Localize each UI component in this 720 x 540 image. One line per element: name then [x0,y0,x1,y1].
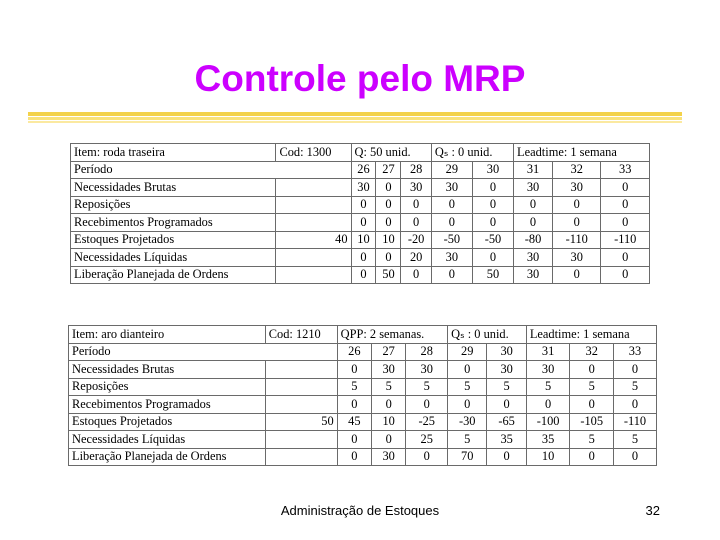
table-row [69,413,657,431]
table-row [69,361,657,379]
period-cell: 32 [570,343,614,361]
table-row [71,231,650,249]
table-row [71,266,650,284]
period-cell: 30 [472,161,513,179]
value-cell: 0 [570,448,614,466]
leadtime-cell: Leadtime: 1 semana [514,144,650,162]
value-cell: 0 [337,396,371,414]
value-cell: 5 [406,378,448,396]
value-cell: 0 [351,214,376,232]
value-cell: 5 [613,378,656,396]
value-cell: 0 [448,361,487,379]
value-cell: 30 [431,249,472,267]
value-cell: 0 [601,214,650,232]
row-label: Estoques Projetados [69,413,266,431]
page-number: 32 [645,503,660,518]
value-cell: 0 [372,396,406,414]
value-cell: 0 [601,249,650,267]
value-cell: 0 [337,431,371,449]
value-cell: 0 [514,214,553,232]
row-label: Necessidades Líquidas [71,249,276,267]
value-cell: 0 [570,396,614,414]
period-cell: 29 [431,161,472,179]
value-cell: 5 [448,378,487,396]
item-cell: Item: aro dianteiro [69,326,266,344]
row-label: Necessidades Brutas [71,179,276,197]
period-cell: 28 [401,161,431,179]
initial-value-cell [265,448,337,466]
initial-value-cell [276,196,351,214]
initial-value-cell [276,214,351,232]
initial-value-cell: 50 [265,413,337,431]
value-cell: 30 [431,179,472,197]
table-row [71,249,650,267]
value-cell: 0 [487,448,526,466]
value-cell: 0 [337,361,371,379]
value-cell: -100 [526,413,570,431]
value-cell: 10 [351,231,376,249]
value-cell: -65 [487,413,526,431]
table-row [69,431,657,449]
q-cell: Q: 50 unid. [351,144,431,162]
leadtime-cell: Leadtime: 1 semana [526,326,656,344]
value-cell: 0 [401,266,431,284]
value-cell: -110 [552,231,600,249]
value-cell: 30 [552,249,600,267]
value-cell: 0 [552,196,600,214]
value-cell: 0 [472,179,513,197]
value-cell: -30 [448,413,487,431]
value-cell: 0 [351,266,376,284]
table-header-row [71,144,650,162]
value-cell: 5 [372,378,406,396]
value-cell: 0 [406,396,448,414]
value-cell: 30 [514,179,553,197]
footer-text: Administração de Estoques [280,503,440,518]
period-cell: 27 [376,161,401,179]
period-cell: 30 [487,343,526,361]
row-label: Recebimentos Programados [71,214,276,232]
value-cell: 0 [613,361,656,379]
value-cell: 0 [613,448,656,466]
mrp-table-aro-dianteiro [68,325,657,466]
page-title: Controle pelo MRP [194,58,526,99]
value-cell: 35 [526,431,570,449]
value-cell: 30 [372,448,406,466]
value-cell: -105 [570,413,614,431]
value-cell: 50 [376,266,401,284]
initial-value-cell: 40 [276,231,351,249]
value-cell: 10 [376,231,401,249]
row-label: Necessidades Líquidas [69,431,266,449]
value-cell: 30 [351,179,376,197]
value-cell: 5 [526,378,570,396]
period-cell: 29 [448,343,487,361]
value-cell: 30 [406,361,448,379]
value-cell: 0 [613,396,656,414]
period-row [71,161,650,179]
value-cell: -110 [601,231,650,249]
value-cell: 0 [472,249,513,267]
row-label: Estoques Projetados [71,231,276,249]
value-cell: 0 [552,266,600,284]
value-cell: 30 [514,249,553,267]
initial-value-cell [276,179,351,197]
value-cell: 30 [514,266,553,284]
value-cell: 0 [552,214,600,232]
value-cell: 0 [376,179,401,197]
value-cell: 50 [472,266,513,284]
value-cell: -20 [401,231,431,249]
value-cell: 35 [487,431,526,449]
q-cell: QPP: 2 semanas. [337,326,447,344]
value-cell: 30 [487,361,526,379]
qs-cell: Qₛ : 0 unid. [431,144,513,162]
value-cell: 5 [448,431,487,449]
value-cell: 0 [376,196,401,214]
value-cell: 0 [351,196,376,214]
period-cell: 28 [406,343,448,361]
value-cell: 10 [526,448,570,466]
row-label: Liberação Planejada de Ordens [71,266,276,284]
value-cell: 0 [376,214,401,232]
title-underline [28,112,682,124]
value-cell: 0 [487,396,526,414]
initial-value-cell [265,378,337,396]
value-cell: 0 [526,396,570,414]
table-row [69,448,657,466]
table-header-row [69,326,657,344]
value-cell: 0 [570,361,614,379]
value-cell: 0 [601,179,650,197]
value-cell: 0 [448,396,487,414]
period-row [69,343,657,361]
value-cell: 20 [401,249,431,267]
table-row [71,214,650,232]
value-cell: 5 [570,378,614,396]
row-label: Reposições [69,378,266,396]
table-row [71,196,650,214]
value-cell: 5 [613,431,656,449]
value-cell: 30 [526,361,570,379]
value-cell: 0 [431,196,472,214]
period-cell: 33 [613,343,656,361]
value-cell: 0 [401,196,431,214]
value-cell: 0 [431,214,472,232]
value-cell: 5 [570,431,614,449]
value-cell: 5 [487,378,526,396]
value-cell: -50 [472,231,513,249]
value-cell: 0 [472,196,513,214]
period-cell: 32 [552,161,600,179]
initial-value-cell [276,266,351,284]
value-cell: -50 [431,231,472,249]
value-cell: 5 [337,378,371,396]
value-cell: -25 [406,413,448,431]
value-cell: 70 [448,448,487,466]
item-cell: Item: roda traseira [71,144,276,162]
value-cell: 0 [372,431,406,449]
value-cell: 0 [472,214,513,232]
value-cell: 0 [601,196,650,214]
period-label: Período [71,161,352,179]
period-cell: 27 [372,343,406,361]
value-cell: 0 [406,448,448,466]
period-cell: 31 [514,161,553,179]
initial-value-cell [265,361,337,379]
row-label: Necessidades Brutas [69,361,266,379]
value-cell: 0 [514,196,553,214]
value-cell: 0 [431,266,472,284]
period-cell: 26 [351,161,376,179]
cod-cell: Cod: 1210 [265,326,337,344]
period-cell: 31 [526,343,570,361]
initial-value-cell [265,431,337,449]
initial-value-cell [276,249,351,267]
row-label: Reposições [71,196,276,214]
period-cell: 26 [337,343,371,361]
value-cell: 0 [337,448,371,466]
value-cell: 0 [601,266,650,284]
value-cell: 30 [401,179,431,197]
value-cell: 30 [372,361,406,379]
table-row [69,378,657,396]
value-cell: -80 [514,231,553,249]
table-row [69,396,657,414]
value-cell: 10 [372,413,406,431]
value-cell: 25 [406,431,448,449]
value-cell: 30 [552,179,600,197]
period-label: Período [69,343,338,361]
value-cell: 45 [337,413,371,431]
value-cell: 0 [376,249,401,267]
mrp-table-roda-traseira [70,143,650,284]
qs-cell: Qₛ : 0 unid. [448,326,527,344]
initial-value-cell [265,396,337,414]
value-cell: 0 [351,249,376,267]
row-label: Liberação Planejada de Ordens [69,448,266,466]
cod-cell: Cod: 1300 [276,144,351,162]
value-cell: 0 [401,214,431,232]
table-row [71,179,650,197]
value-cell: -110 [613,413,656,431]
period-cell: 33 [601,161,650,179]
row-label: Recebimentos Programados [69,396,266,414]
